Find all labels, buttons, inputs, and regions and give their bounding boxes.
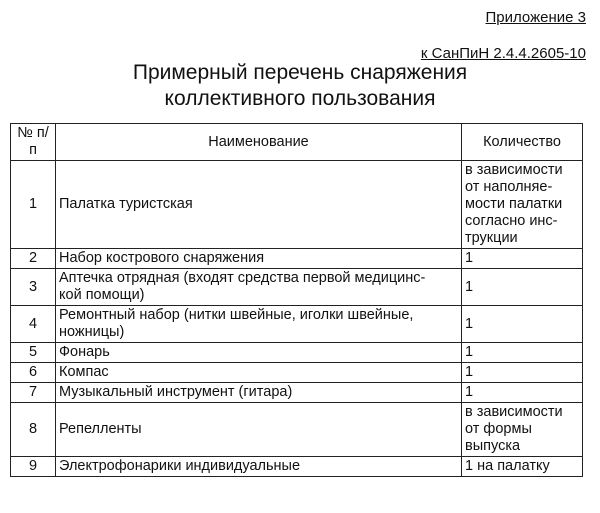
- row-number: 6: [11, 363, 56, 383]
- item-quantity-line: в зависимости: [465, 404, 563, 420]
- item-name: [56, 363, 462, 383]
- table-row: [11, 161, 583, 249]
- item-name-line: Компас: [59, 364, 109, 380]
- item-quantity: [462, 403, 583, 457]
- row-number: 7: [11, 383, 56, 403]
- title-line-1: Примерный перечень снаряжения: [132, 61, 468, 84]
- table-row: [11, 383, 583, 403]
- item-name: [56, 249, 462, 269]
- item-quantity-line: 1: [465, 364, 474, 380]
- row-number: 3: [11, 269, 56, 306]
- item-name: [56, 457, 462, 477]
- item-quantity: [462, 363, 583, 383]
- column-header-name: Наименование: [56, 124, 462, 161]
- item-name: [56, 161, 462, 249]
- item-quantity-line: выпуска: [465, 438, 521, 454]
- item-name-line: Аптечка отрядная (входят средства первой медицинс-: [59, 270, 426, 286]
- item-quantity-line: мости палатки: [465, 196, 563, 212]
- appendix-regulation: к СанПиН 2.4.4.2605-10: [420, 45, 586, 62]
- item-quantity-line: 1: [465, 344, 474, 360]
- item-quantity-line: 1: [465, 384, 474, 400]
- item-quantity-line: 1 на палатку: [465, 458, 550, 474]
- item-name: [56, 306, 462, 343]
- item-quantity-line: согласно инс-: [465, 213, 558, 229]
- row-number: 5: [11, 343, 56, 363]
- document-title: [0, 60, 600, 112]
- row-number: 4: [11, 306, 56, 343]
- table-row: [11, 363, 583, 383]
- row-number: 2: [11, 249, 56, 269]
- item-name: [56, 343, 462, 363]
- item-quantity: [462, 383, 583, 403]
- item-name-line: кой помощи): [59, 287, 145, 303]
- row-number: 8: [11, 403, 56, 457]
- column-header-quantity: Количество: [462, 124, 583, 161]
- item-name-line: Палатка туристская: [59, 196, 193, 212]
- item-quantity: [462, 343, 583, 363]
- item-name-line: Музыкальный инструмент (гитара): [59, 384, 293, 400]
- row-number: 1: [11, 161, 56, 249]
- item-name-line: Электрофонарики индивидуальные: [59, 458, 301, 474]
- item-quantity: [462, 457, 583, 477]
- item-quantity-line: 1: [465, 278, 474, 295]
- row-number: 9: [11, 457, 56, 477]
- table-row: [11, 343, 583, 363]
- item-name-line: Набор кострового снаряжения: [59, 250, 265, 266]
- title-line-2: коллективного пользования: [164, 87, 436, 110]
- table-row: [11, 306, 583, 343]
- item-name: [56, 403, 462, 457]
- item-quantity-line: трукции: [465, 230, 518, 246]
- table-row: [11, 457, 583, 477]
- item-name-line: Ремонтный набор (нитки швейные, иголки швейные,: [59, 307, 414, 323]
- equipment-table: [10, 123, 583, 477]
- table-header-row: [11, 124, 583, 161]
- item-quantity-line: в зависимости: [465, 162, 563, 178]
- table-body: [11, 161, 583, 477]
- item-quantity-line: 1: [465, 315, 474, 332]
- item-name-line: ножницы): [59, 324, 125, 340]
- item-name: [56, 383, 462, 403]
- item-quantity: [462, 269, 583, 306]
- column-header-number: № п/п: [11, 124, 56, 161]
- table-row: [11, 249, 583, 269]
- appendix-reference: [421, 8, 586, 64]
- item-quantity: [462, 161, 583, 249]
- item-name-line: Репелленты: [59, 421, 142, 437]
- item-quantity-line: от формы: [465, 421, 532, 437]
- item-name: [56, 269, 462, 306]
- item-quantity: [462, 249, 583, 269]
- item-quantity-line: 1: [465, 250, 474, 266]
- item-quantity: [462, 306, 583, 343]
- table-row: [11, 403, 583, 457]
- appendix-number: Приложение 3: [485, 9, 586, 26]
- item-quantity-line: от наполняе-: [465, 179, 553, 195]
- item-name-line: Фонарь: [59, 344, 110, 360]
- table-row: [11, 269, 583, 306]
